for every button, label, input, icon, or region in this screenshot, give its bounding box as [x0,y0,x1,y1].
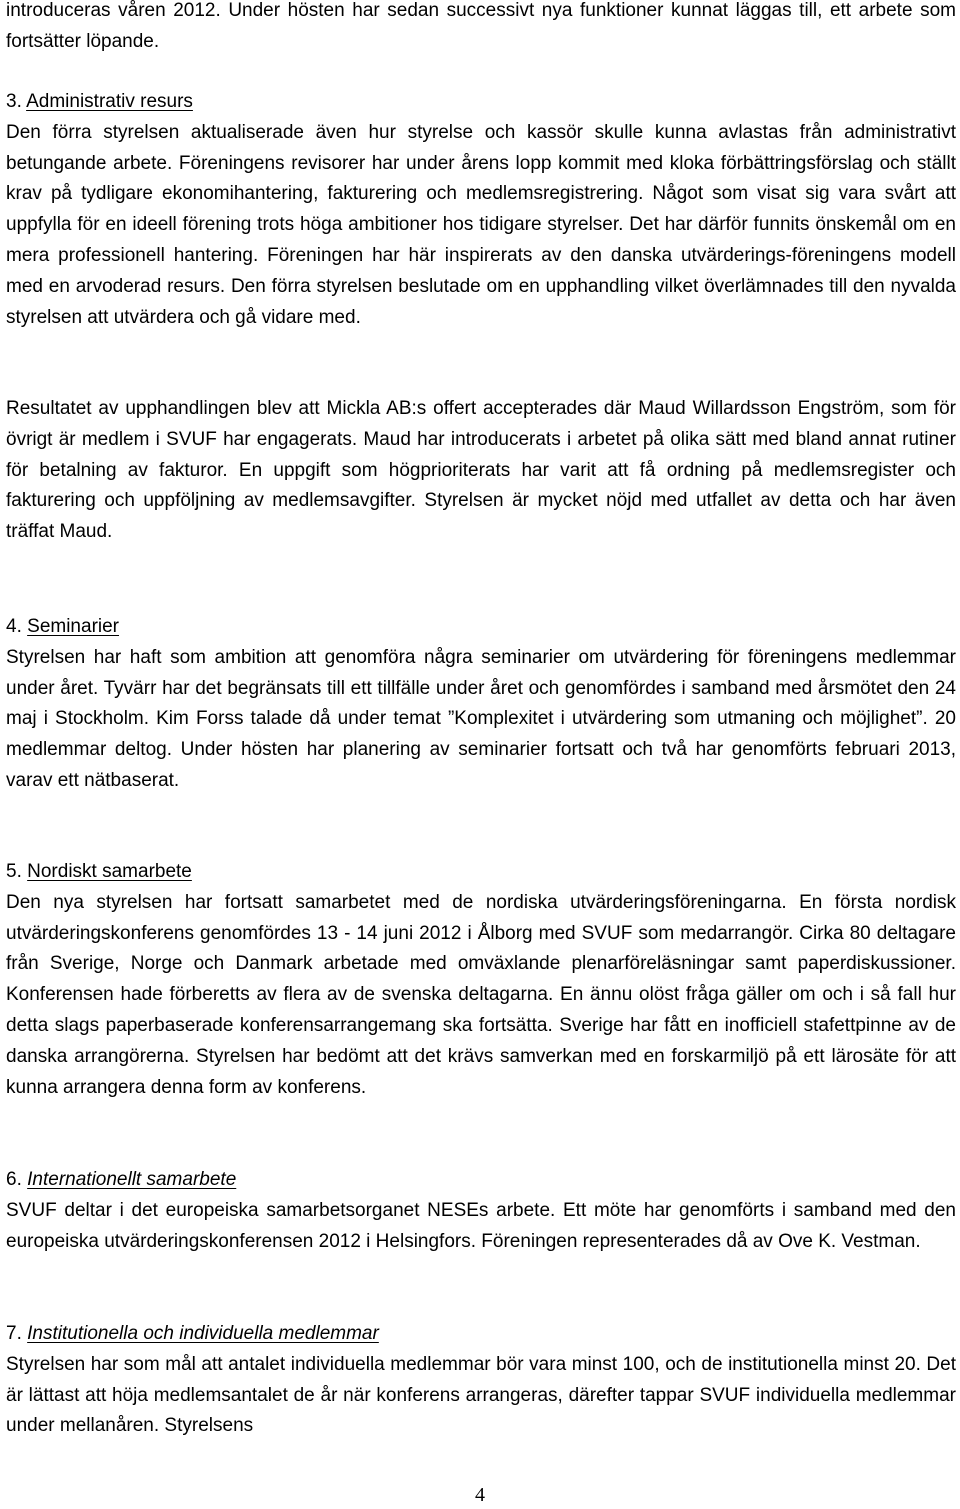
section-paragraph: Styrelsen har haft som ambition att genomföra några seminarier om utvärdering för föreningens medlemmar under året. Tyvärr har det begränsats till ett tillfälle under året och genomfördes i samband med årsmötet den 24 maj i Stockholm. Kim Forss talade då under temat ”Komplexitet i utvärdering som utmaning och möjlighet”. 20 medlemmar deltog. Under hösten har planering av seminarier fortsatt och två har genomförts februari 2013, varav ett nätbaserat. [6,646,956,791]
section-administrativ-resurs [6,87,956,333]
section-title: Seminarier [27,616,120,637]
section-internationellt-samarbete [6,1165,956,1257]
section-administrativ-resurs-cont [6,394,956,548]
intro-paragraph: introduceras våren 2012. Under hösten har sedan successivt nya funktioner kunnat läggas till, ett arbete som fortsätter löpande. [6,0,956,52]
section-paragraph: Styrelsen har som mål att antalet individuella medlemmar bör vara minst 100, och de institutionella minst 20. Det är lättast att höja medlemsantalet de år när konferens arrangeras, därefter tappar SVUF individuella medlemmar under mellanåren. Styrelsens [6,1353,956,1437]
section-number: 6. [6,1169,22,1190]
section-title: Administrativ resurs [26,91,193,112]
section-seminarier [6,612,956,797]
section-title: Internationellt samarbete [27,1169,237,1190]
section-paragraph: SVUF deltar i det europeiska samarbetsorganet NESEs arbete. Ett möte har genomförts i samband med den europeiska utvärderingskonferensen 2012 i Helsingfors. Föreningen representerades då av Ove K. Vestman. [6,1199,956,1252]
section-number: 3. [6,91,22,112]
section-heading [6,87,956,118]
section-number: 7. [6,1323,22,1344]
page-number: 4 [475,1484,485,1506]
section-paragraph: Den förra styrelsen aktualiserade även hur styrelse och kassör skulle kunna avlastas från administrativt betungande arbete. Föreningens revisorer har under årens lopp kommit med kloka förbättringsförslag och ställt krav på tydligare ekonomihantering, fakturering och medlemsregistrering. Något som visat sig vara svårt att uppfylla för en ideell förening trots höga ambitioner hos tidigare styrelser. Det har därför funnits önskemål om en mera professionell hantering. Föreningen har här inspirerats av den danska utvärderings-föreningens modell med en arvoderad resurs. Den förra styrelsen beslutade om en upphandling vilket överlämnades till den nyvalda styrelsen att utvärdera och gå vidare med. [6,121,956,328]
section-number: 4. [6,616,22,637]
section-nordiskt-samarbete [6,857,956,1103]
section-heading [6,1165,956,1196]
section-paragraph: Den nya styrelsen har fortsatt samarbetet med de nordiska utvärderingsföreningarna. En första nordisk utvärderingskonferens genomfördes 13 - 14 juni 2012 i Ålborg med SVUF som medarrangör. Cirka 80 deltagare från Sverige, Norge och Danmark arbetade med omväxlande plenarföreläsningar samt paperdiskussioner. Konferensen hade förberetts av flera av de svenska deltagarna. En ännu olöst fråga gäller om och i så fall hur detta slags paperbaserade konferensarrangemang ska fortsätta. Sverige har fått en inofficiell stafettpinne av de danska arrangörerna. Styrelsen har bedömt att det krävs samverkan med en forskarmiljö på ett lärosäte för att kunna arrangera denna form av konferens. [6,891,956,1098]
section-heading [6,857,956,888]
section-title: Institutionella och individuella medlemmar [27,1323,379,1344]
section-number: 5. [6,861,22,882]
section-title: Nordiskt samarbete [27,861,192,882]
section-medlemmar [6,1319,956,1442]
section-heading [6,612,956,643]
section-heading [6,1319,956,1350]
section-paragraph: Resultatet av upphandlingen blev att Mickla AB:s offert accepterades där Maud Willardsson Engström, som för övrigt är medlem i SVUF har engagerats. Maud har introducerats i arbetet på olika sätt med bland annat rutiner för betalning av fakturor. En uppgift som högprioriterats har varit att få ordning på medlemsregister och fakturering och uppföljning av medlemsavgifter. Styrelsen är mycket nöjd med utfallet av detta och har även träffat Maud. [6,398,956,543]
